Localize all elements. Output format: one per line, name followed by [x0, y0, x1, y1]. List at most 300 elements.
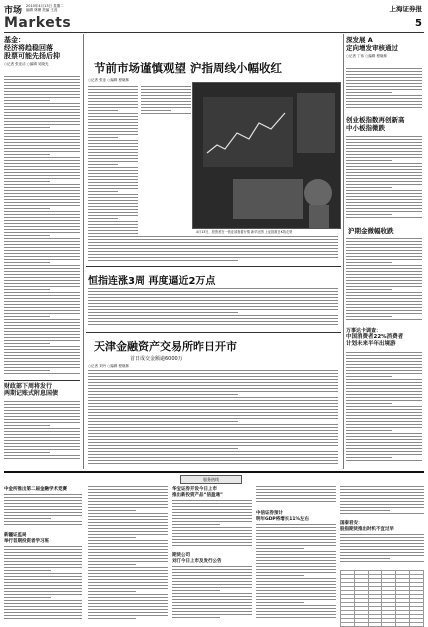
text-line	[88, 119, 138, 120]
text-line	[172, 611, 252, 612]
text-line	[88, 248, 338, 249]
text-line	[172, 614, 252, 615]
text-line	[4, 148, 80, 149]
text-line	[88, 257, 338, 258]
data-table	[340, 570, 424, 627]
text-line	[4, 422, 80, 423]
text-line	[346, 388, 422, 389]
text-line	[346, 169, 422, 170]
text-line	[88, 501, 168, 502]
text-line	[88, 188, 138, 189]
text-line	[88, 191, 118, 192]
text-line	[256, 566, 336, 567]
text-line	[4, 295, 80, 296]
text-line	[88, 251, 338, 252]
text-line	[4, 154, 50, 155]
text-line	[4, 184, 80, 185]
text-line	[88, 104, 138, 105]
text-line	[346, 259, 422, 260]
text-line	[256, 617, 336, 618]
main-body-col-1	[88, 86, 138, 246]
text-line	[88, 576, 168, 577]
issue-date: 2010年4月13日 星期二	[26, 4, 64, 8]
bottom-right-headline-3: 国泰君安：	[340, 521, 363, 526]
left-byline: ○记者 张亚洁 ○编辑 吴晓光	[4, 62, 49, 66]
text-line	[346, 217, 422, 218]
text-line	[88, 242, 338, 243]
text-line	[141, 92, 191, 93]
text-line	[256, 614, 336, 615]
text-line	[4, 253, 80, 254]
text-line	[340, 549, 424, 550]
text-line	[346, 95, 422, 96]
text-line	[4, 373, 80, 374]
text-line	[4, 521, 82, 522]
text-line	[256, 563, 336, 564]
text-line	[88, 543, 168, 544]
text-line	[346, 247, 422, 248]
text-line	[4, 196, 80, 197]
text-line	[340, 513, 424, 514]
text-line	[346, 415, 422, 416]
text-line	[256, 530, 336, 531]
text-line	[256, 590, 336, 591]
text-line	[346, 187, 392, 188]
text-line	[4, 567, 82, 568]
text-line	[4, 585, 82, 586]
text-line	[88, 128, 138, 129]
text-line	[88, 218, 118, 219]
text-line	[172, 578, 252, 579]
table-cell	[354, 623, 368, 627]
text-line	[4, 334, 80, 335]
text-line	[88, 588, 168, 589]
text-line	[88, 615, 168, 616]
bottom-col-5-top	[340, 486, 424, 516]
text-line	[256, 542, 336, 543]
text-line	[172, 587, 252, 588]
text-line	[88, 418, 338, 419]
text-line	[346, 80, 422, 81]
text-line	[4, 175, 80, 176]
text-line	[172, 545, 252, 546]
text-line	[88, 546, 168, 547]
right-body-d	[346, 352, 422, 464]
text-line	[4, 79, 80, 80]
text-line	[340, 492, 424, 493]
text-line	[88, 567, 168, 568]
text-line	[346, 460, 422, 461]
bottom-mid-body-1	[172, 500, 252, 548]
text-line	[88, 397, 338, 398]
right-body-c	[346, 238, 422, 324]
text-line	[340, 537, 424, 538]
text-line	[88, 116, 138, 117]
text-line	[4, 310, 80, 311]
text-line	[4, 307, 80, 308]
text-line	[340, 489, 424, 490]
text-line	[346, 277, 422, 278]
text-line	[346, 436, 422, 437]
text-line	[88, 612, 168, 613]
text-line	[88, 558, 168, 559]
left-headline-line-2: 经济将趋稳回落	[4, 44, 53, 52]
text-line	[88, 415, 338, 416]
text-line	[4, 277, 80, 278]
text-line	[346, 310, 422, 311]
text-line	[4, 582, 82, 583]
text-line	[256, 489, 336, 490]
right-headline-d3: 计划未来半年出境游	[346, 341, 396, 347]
bottom-mid-headline-4: 刘汀今日上市及发行公告	[172, 559, 222, 564]
text-line	[346, 74, 422, 75]
text-line	[346, 376, 392, 377]
mid-body	[88, 288, 338, 328]
left-headline-b1: 财政部下周将发行	[4, 383, 53, 390]
text-line	[88, 525, 168, 526]
bottom-thick-rule	[4, 471, 424, 473]
text-line	[88, 457, 338, 458]
text-line	[88, 433, 338, 434]
text-line	[346, 295, 422, 296]
bottom-right-headline-1: 中信证券预计	[256, 511, 283, 516]
text-line	[4, 136, 80, 137]
text-line	[4, 579, 82, 580]
text-line	[4, 238, 80, 239]
text-line	[4, 416, 80, 417]
text-line	[4, 187, 80, 188]
text-line	[4, 172, 80, 173]
text-line	[256, 539, 336, 540]
column-rule-left	[83, 34, 84, 469]
text-line	[256, 527, 336, 528]
text-line	[88, 134, 138, 135]
text-line	[88, 288, 338, 289]
text-line	[172, 617, 220, 618]
text-line	[4, 130, 80, 131]
text-line	[4, 515, 82, 516]
text-line	[4, 82, 80, 83]
text-line	[340, 534, 424, 535]
text-line	[88, 89, 138, 90]
text-line	[88, 146, 138, 147]
text-line	[4, 549, 82, 550]
text-line	[88, 448, 238, 449]
text-line	[4, 151, 80, 152]
text-line	[172, 527, 252, 528]
text-line	[172, 506, 252, 507]
text-line	[4, 343, 50, 344]
right-headline-b1: 创业板指数再创新高	[346, 116, 405, 124]
mid-headline: 恒指连涨3周 再度逼近2万点	[88, 276, 216, 287]
text-line	[88, 92, 138, 93]
text-line	[256, 578, 336, 579]
text-line	[346, 355, 422, 356]
text-line	[4, 241, 80, 242]
text-line	[346, 83, 422, 84]
text-line	[4, 226, 80, 227]
text-line	[256, 524, 336, 525]
text-line	[4, 133, 80, 134]
text-line	[4, 283, 80, 284]
text-line	[346, 244, 422, 245]
text-line	[88, 549, 168, 550]
text-line	[88, 540, 168, 541]
text-line	[346, 391, 422, 392]
text-line	[346, 298, 422, 299]
text-line	[346, 89, 422, 90]
text-line	[256, 498, 336, 499]
text-line	[340, 546, 424, 547]
text-line	[346, 262, 392, 263]
text-line	[4, 199, 80, 200]
text-line	[88, 245, 338, 246]
text-line	[172, 569, 252, 570]
text-line	[346, 367, 422, 368]
exchange-byline: ○记者 刘丹 ○编辑 程晓林	[88, 364, 129, 368]
text-line	[4, 103, 80, 104]
text-line	[88, 507, 168, 508]
text-line	[4, 139, 80, 140]
text-line	[4, 518, 51, 519]
text-line	[88, 591, 136, 592]
text-line	[346, 154, 422, 155]
text-line	[88, 170, 138, 171]
text-line	[346, 421, 422, 422]
left-headline-line-1: 基金：	[4, 36, 25, 44]
text-line	[346, 193, 422, 194]
text-line	[256, 492, 336, 493]
bottom-right-body-1	[256, 524, 336, 622]
text-line	[346, 352, 422, 353]
text-line	[346, 208, 422, 209]
text-line	[172, 509, 252, 510]
text-line	[88, 564, 136, 565]
newspaper-name: 上海证券报	[389, 5, 422, 13]
text-line	[4, 594, 82, 595]
text-line	[88, 618, 136, 619]
text-line	[4, 211, 80, 212]
text-line	[88, 510, 136, 511]
text-line	[4, 289, 50, 290]
text-line	[340, 555, 424, 556]
page-number: 5	[415, 18, 422, 29]
text-line	[88, 430, 338, 431]
text-line	[4, 286, 80, 287]
text-line	[4, 178, 80, 179]
text-line	[88, 303, 338, 304]
text-line	[346, 211, 422, 212]
text-line	[88, 149, 138, 150]
text-line	[88, 294, 338, 295]
text-line	[346, 427, 422, 428]
text-line	[4, 352, 80, 353]
text-line	[141, 89, 191, 90]
text-line	[88, 179, 138, 180]
text-line	[88, 221, 138, 222]
text-line	[346, 265, 422, 266]
text-line	[4, 322, 80, 323]
text-line	[172, 608, 252, 609]
text-line	[4, 250, 80, 251]
text-line	[346, 289, 392, 290]
text-line	[88, 570, 168, 571]
text-line	[172, 512, 252, 513]
text-line	[4, 274, 80, 275]
text-line	[256, 572, 336, 573]
section-title-en: Markets	[4, 15, 72, 31]
text-line	[88, 463, 338, 464]
text-line	[4, 259, 80, 260]
text-line	[88, 254, 338, 255]
text-line	[340, 540, 424, 541]
text-line	[88, 439, 338, 440]
text-line	[88, 230, 138, 231]
text-line	[88, 297, 338, 298]
text-line	[346, 373, 422, 374]
text-line	[4, 85, 80, 86]
text-line	[346, 163, 422, 164]
text-line	[4, 100, 50, 101]
text-line	[4, 361, 80, 362]
text-line	[346, 92, 392, 93]
text-line	[88, 324, 338, 325]
text-line	[346, 71, 422, 72]
text-line	[172, 572, 252, 573]
text-line	[256, 581, 336, 582]
text-line	[88, 454, 338, 455]
text-line	[256, 501, 336, 502]
text-line	[346, 418, 422, 419]
text-line	[88, 167, 138, 168]
text-line	[346, 403, 392, 404]
stock-chart-photo-image	[193, 83, 340, 228]
text-line	[346, 184, 422, 185]
text-line	[88, 155, 138, 156]
text-line	[88, 101, 138, 102]
text-line	[346, 292, 422, 293]
text-line	[346, 175, 422, 176]
text-line	[340, 507, 424, 508]
text-line	[256, 608, 336, 609]
text-line	[346, 271, 422, 272]
text-line	[4, 452, 50, 453]
text-line	[88, 582, 168, 583]
text-line	[346, 101, 422, 102]
text-line	[346, 98, 422, 99]
text-line	[340, 543, 424, 544]
text-line	[4, 298, 80, 299]
text-line	[346, 199, 422, 200]
text-line	[256, 599, 336, 600]
text-line	[4, 313, 80, 314]
text-line	[4, 410, 80, 411]
text-line	[4, 190, 80, 191]
text-line	[88, 379, 338, 380]
bottom-left-headline-2: 新疆证监局	[4, 533, 27, 538]
text-line	[346, 304, 422, 305]
main-headline: 节前市场谨慎观望 沪指周线小幅收红	[94, 61, 283, 75]
exchange-subhead: 首日成交金额逾6000万	[130, 356, 183, 362]
text-line	[346, 409, 422, 410]
text-line	[4, 193, 80, 194]
bottom-col-2	[88, 486, 168, 622]
text-line	[256, 584, 336, 585]
text-line	[172, 605, 252, 606]
left-column-b	[4, 383, 82, 397]
text-line	[88, 412, 338, 413]
text-line	[256, 545, 336, 546]
text-line	[256, 554, 336, 555]
left-headline-line-3: 股票可能先扬后抑	[4, 52, 60, 60]
table-cell	[341, 623, 355, 627]
text-line	[340, 486, 424, 487]
text-line	[4, 325, 80, 326]
text-line	[88, 606, 168, 607]
text-line	[4, 115, 80, 116]
text-line	[346, 286, 422, 287]
text-line	[346, 442, 422, 443]
text-line	[4, 331, 80, 332]
table-cell	[410, 623, 424, 627]
text-line	[4, 425, 50, 426]
text-line	[4, 618, 82, 619]
text-line	[88, 376, 338, 377]
text-line	[88, 528, 168, 529]
text-line	[4, 163, 80, 164]
bottom-mid-body-2	[172, 566, 252, 622]
text-line	[88, 436, 338, 437]
text-line	[4, 446, 80, 447]
text-line	[256, 587, 336, 588]
text-line	[172, 602, 252, 603]
text-line	[346, 253, 422, 254]
text-line	[88, 531, 168, 532]
text-line	[172, 536, 252, 537]
text-line	[88, 534, 168, 535]
table-row	[341, 623, 424, 627]
text-line	[346, 316, 392, 317]
text-line	[4, 127, 50, 128]
text-line	[88, 495, 168, 496]
text-line	[4, 169, 80, 170]
text-line	[346, 178, 422, 179]
text-line	[4, 217, 80, 218]
text-line	[346, 196, 422, 197]
text-line	[346, 451, 422, 452]
text-line	[88, 504, 168, 505]
text-line	[4, 612, 82, 613]
text-line	[4, 166, 80, 167]
right-column	[346, 36, 424, 59]
text-line	[88, 122, 138, 123]
right-byline: ○记者 丁伟 ○编辑 程晓林	[346, 54, 387, 58]
text-line	[88, 224, 138, 225]
text-line	[346, 280, 422, 281]
text-line	[346, 379, 422, 380]
text-line	[172, 584, 252, 585]
text-line	[4, 564, 82, 565]
exchange-body	[88, 370, 338, 466]
text-line	[4, 244, 80, 245]
text-line	[4, 428, 80, 429]
text-line	[88, 110, 118, 111]
text-line	[88, 158, 138, 159]
bottom-mid-headline-2: 推出新投资产品“信盈通”	[172, 493, 223, 498]
text-line	[256, 548, 304, 549]
text-line	[4, 88, 80, 89]
text-line	[4, 597, 51, 598]
